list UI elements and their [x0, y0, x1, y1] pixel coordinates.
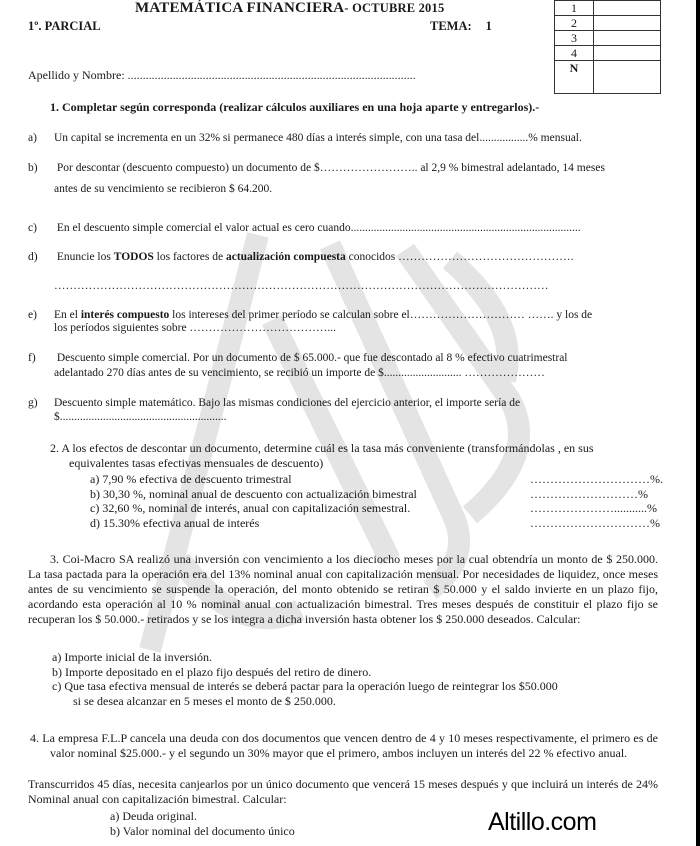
item-label: e): [28, 309, 37, 321]
q2-item-d: [90, 515, 660, 531]
item-text: 7,90 % efectiva de descuento trimestral: [102, 472, 292, 486]
grade-row-label: 3: [555, 31, 594, 46]
student-name-field[interactable]: Apellido y Nombre: ................................................................................................: [28, 68, 416, 82]
exam-title: [135, 0, 444, 17]
item-text: En el: [54, 309, 81, 321]
q2-item-b: [90, 486, 648, 502]
item-emphasis: actualización compuesta: [225, 251, 346, 263]
item-text: los intereses del primer período se calculan sobre el………………………… ……. y los de: [169, 309, 593, 321]
item-text: Deuda original.: [122, 809, 197, 823]
q1-item-f-cont: adelantado 270 días antes de su vencimiento, se recibió un importe de $........................... …………………: [54, 367, 545, 379]
q2-heading: 2. A los efectos de descontar un documento, determine cuál es la tasa más conveniente (transformándolas , en sus: [50, 441, 594, 455]
item-label: a): [90, 472, 100, 486]
item-text: Descuento simple matemático. Bajo las mismas condiciones del ejercicio anterior, el importe sería de: [54, 397, 521, 409]
tema-label: TEMA:: [430, 19, 472, 33]
item-text: Valor nominal del documento único: [122, 823, 295, 838]
item-text: 30,30 %, nominal anual de descuento con actualización bimestral: [103, 486, 417, 501]
item-text: conocidos ……………………………………….: [345, 251, 574, 263]
q1-item-g-cont: $..........................................................: [54, 411, 227, 423]
q3-item-a: [52, 650, 558, 665]
item-label: d): [28, 251, 38, 263]
q4-item-a: [110, 809, 295, 824]
q2-item-c: [90, 501, 657, 516]
item-text: 15.30% efectiva anual de interés: [103, 515, 260, 530]
item-label: g): [28, 397, 38, 409]
q1-item-b-cont: antes de su vencimiento se recibieron $ 64.200.: [54, 183, 273, 195]
q1-item-e: [28, 308, 592, 322]
tema-value: 1: [485, 19, 492, 33]
item-label: a): [110, 809, 120, 823]
answer-blank[interactable]: …………………………%.: [530, 472, 663, 486]
item-label: b): [90, 486, 100, 501]
answer-blank[interactable]: ………………………%: [530, 486, 648, 501]
q2-item-a: [90, 472, 663, 487]
q1-item-d: [28, 250, 574, 264]
page-right-border: [696, 0, 700, 846]
exam-type: 1º. PARCIAL: [28, 19, 101, 33]
q3-paragraph: 3. Coi-Macro SA realizó una inversión con vencimiento a los dieciocho meses por la cual obtendría un monto de $ 250.000. La tasa pactada para la operación era del 13% nominal anual con capitalización mensual. Por necesidades de liquidez, once meses antes de su vencimiento se suspende la operación, del monto obtenido se retiran $ 50.000 y el saldo invierte en un plazo fijo, acordando esta operación al 10 % nominal anual con actualización bimestral. Tres meses después de constituir el plazo fijo se recuperan los $ 50.000.- retirados y se los integra a dicha inversión hasta obtener los $ 250.000 deseados. Calcular:: [28, 552, 658, 626]
grade-cell[interactable]: [594, 1, 661, 16]
item-text: Enuncie los: [54, 251, 114, 263]
answer-blank[interactable]: …………………………%: [530, 515, 660, 530]
q3-item-b: [52, 665, 558, 680]
item-text: Descuento simple comercial. Por un documento de $ 65.000.- que fue descontado al 8 % efectivo cuatrimestral: [54, 352, 568, 364]
item-text: los factores de: [153, 251, 226, 263]
item-label: b): [52, 664, 62, 679]
grade-row-label: 2: [555, 16, 594, 31]
q2-heading-cont: equivalentes tasas efectivas mensuales de descuento): [69, 456, 324, 470]
item-label: a): [52, 650, 62, 664]
q3-list: [52, 650, 558, 708]
exam-date: OCTUBRE 2015: [352, 1, 445, 15]
q1-item-c: [28, 221, 581, 235]
q4-paragraph-2: Transcurridos 45 días, necesita canjearlos por un único documento que vencerá 15 meses después y que incluirá un interés de 24% Nominal anual con capitalización bimestral. Calcular:: [28, 777, 658, 806]
q3-item-c: [52, 679, 558, 694]
grade-row-label: 4: [555, 46, 594, 61]
answer-blank[interactable]: …………………...........%: [530, 501, 657, 516]
item-label: d): [90, 515, 100, 530]
grade-row-label: 1: [555, 1, 594, 16]
altillo-logo: Altillo.com: [488, 808, 597, 836]
grade-cell[interactable]: [594, 46, 661, 61]
item-label: b): [110, 823, 120, 838]
item-text: 32,60 %, nominal de interés, anual con capitalización semestral.: [102, 501, 411, 516]
item-text: Importe depositado en el plazo fijo después del retiro de dinero.: [65, 664, 372, 679]
q4-paragraph: 4. La empresa F.L.P cancela una deuda con dos documentos que vencen dentro de 4 y 10 meses respectivamente, el primero es de valor nominal $25.000.- y el segundo un 30% mayor que el primero, ambos incluyen un interés del 22 % efectivo anual.: [30, 731, 658, 760]
course-name: MATEMÁTICA FINANCIERA: [135, 0, 345, 16]
q4-item-b: [110, 824, 295, 839]
item-label: c): [52, 679, 62, 694]
item-text: Importe inicial de la inversión.: [64, 650, 212, 664]
title-separator: -: [344, 1, 353, 15]
item-label: a): [28, 132, 37, 144]
q1-item-a: [28, 131, 582, 145]
item-text: Un capital se incrementa en un 32% si permanece 480 días a interés simple, con una tasa del.................% mensual.: [54, 132, 582, 144]
item-label: c): [28, 222, 37, 234]
item-text: Por descontar (descuento compuesto) un documento de $…………………….. al 2,9 % bimestral adelantado, 14 meses: [54, 162, 605, 174]
q1-item-f: [28, 351, 568, 365]
q2-list: [90, 472, 663, 530]
grade-cell[interactable]: [594, 61, 661, 94]
item-text: Que tasa efectiva mensual de interés se deberá pactar para la operación luego de reintegrar los $50.000: [64, 679, 558, 694]
item-text: En el descuento simple comercial el valor actual es cero cuando................................................................................: [54, 222, 581, 234]
q1-item-g: [28, 396, 658, 410]
q1-item-d-answer-line[interactable]: …………………………………………………………………………………………………………………: [54, 280, 549, 292]
item-label: b): [28, 162, 38, 174]
grade-cell[interactable]: [594, 31, 661, 46]
grade-cell[interactable]: [594, 16, 661, 31]
q1-item-e-cont: los períodos siguientes sobre ………………………………...: [54, 322, 337, 334]
item-label: f): [28, 352, 36, 364]
item-label: c): [90, 501, 100, 516]
item-emphasis: interés compuesto: [80, 309, 170, 321]
q1-heading: 1. Completar según corresponda (realizar cálculos auxiliares en una hoja aparte y entregarlos).-: [50, 100, 540, 114]
q3-item-c-cont: si se desea alcanzar en 5 meses el monto de $ 250.000.: [73, 693, 336, 708]
item-emphasis: TODOS: [113, 251, 154, 263]
q4-list: [110, 809, 295, 838]
grade-row-label: N: [555, 61, 594, 94]
q1-item-b: [28, 161, 605, 175]
exam-tema: [430, 19, 492, 34]
grade-table: [554, 0, 661, 94]
